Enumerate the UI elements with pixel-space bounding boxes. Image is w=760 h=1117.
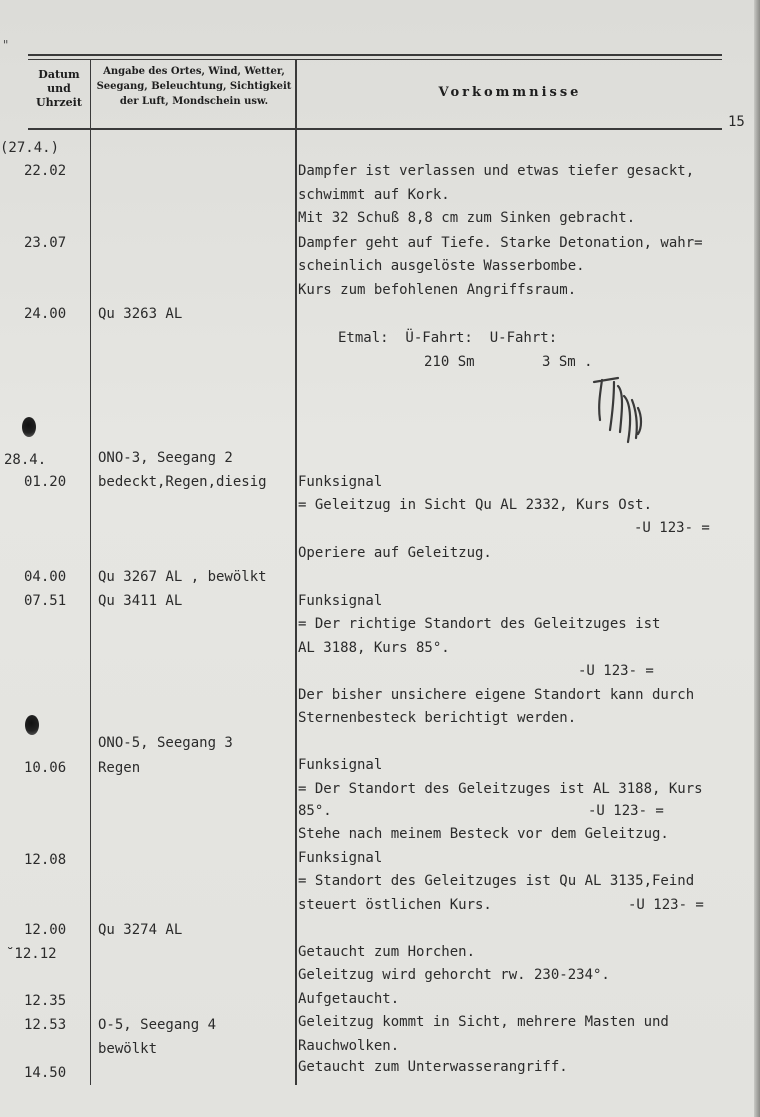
event-line: steuert östlichen Kurs. (298, 897, 492, 913)
event-line: Funksignal (298, 474, 383, 490)
event-line: Mit 32 Schuß 8,8 cm zum Sinken gebracht. (298, 210, 636, 226)
event-line: = Der Standort des Geleitzuges ist AL 3188, Kurs (298, 781, 703, 797)
event-line: = Der richtige Standort des Geleitzuges ist (298, 616, 661, 632)
event-line: Getaucht zum Unterwasserangriff. (298, 1059, 568, 1075)
weather-entry: ONO-3, Seegang 2 (98, 450, 233, 466)
header-time-line: Uhrzeit (36, 96, 82, 109)
time-entry: 01.20 (24, 474, 67, 490)
event-line: Geleitzug kommt in Sicht, mehrere Masten und (298, 1014, 669, 1030)
column-divider-3 (296, 60, 297, 1085)
header-rule (28, 128, 722, 130)
weather-entry: ONO-5, Seegang 3 (98, 735, 233, 751)
weather-entry: O-5, Seegang 4 (98, 1017, 217, 1033)
weather-entry: bedeckt,Regen,diesig (98, 474, 267, 490)
punch-hole (22, 417, 36, 437)
date-entry: 28.4. (4, 452, 47, 468)
event-line: scheinlich ausgelöste Wasserbombe. (298, 258, 585, 274)
signal-sender: -U 123- = (634, 520, 710, 536)
header-date-time (30, 68, 88, 110)
location-entry: Qu 3411 AL (98, 593, 183, 609)
event-line: Funksignal (298, 593, 383, 609)
time-entry: 04.00 (24, 569, 67, 585)
event-line: schwimmt auf Kork. (298, 187, 450, 203)
header-loc-line-3: der Luft, Mondschein usw. (119, 96, 269, 107)
etmal-values: 210 Sm 3 Sm . (424, 354, 593, 370)
time-entry: 24.00 (24, 306, 67, 322)
time-entry: ̆ 12.12 (6, 946, 57, 962)
time-entry: 10.06 (24, 760, 67, 776)
event-line: Getaucht zum Horchen. (298, 944, 476, 960)
event-line: Operiere auf Geleitzug. (298, 545, 492, 561)
page-number: 15 (728, 114, 745, 130)
event-line: Dampfer ist verlassen und etwas tiefer gesackt, (298, 163, 695, 179)
event-line: AL 3188, Kurs 85°. (298, 640, 450, 656)
event-line: Sternenbesteck berichtigt werden. (298, 710, 577, 726)
event-line: Funksignal (298, 757, 383, 773)
header-date-line: Datum (38, 68, 80, 81)
location-entry: Qu 3267 AL , bewölkt (98, 569, 267, 585)
weather-entry: Regen (98, 760, 141, 776)
header-location-weather (94, 64, 294, 109)
date-entry: (27.4.) (0, 140, 60, 156)
column-divider-1 (90, 60, 91, 1085)
event-line: Dampfer geht auf Tiefe. Starke Detonation, wahr= (298, 235, 703, 251)
event-line: 85°. (298, 803, 332, 819)
corner-mark: " (2, 38, 10, 52)
event-line: Geleitzug wird gehorcht rw. 230-234°. (298, 967, 610, 983)
page-edge-shadow (754, 0, 760, 1117)
signal-sender: -U 123- = (628, 897, 704, 913)
event-line: Kurs zum befohlenen Angriffsraum. (298, 282, 577, 298)
event-line: Funksignal (298, 850, 383, 866)
event-line: Rauchwolken. (298, 1038, 400, 1054)
time-entry: 22.02 (24, 163, 67, 179)
signature-initials (588, 372, 652, 456)
top-rule-2 (28, 59, 722, 60)
event-line: = Standort des Geleitzuges ist Qu AL 3135,Feind (298, 873, 695, 889)
header-events: Vorkommnisse (438, 85, 582, 100)
etmal-line: Etmal: Ü-Fahrt: U-Fahrt: (338, 330, 558, 346)
header-loc-line-2: Seegang, Beleuchtung, Sichtigkeit (96, 81, 292, 92)
time-entry: 12.00 (24, 922, 67, 938)
event-line: Der bisher unsichere eigene Standort kann durch (298, 687, 695, 703)
location-entry: Qu 3274 AL (98, 922, 183, 938)
weather-entry: bewölkt (98, 1041, 158, 1057)
time-entry: 14.50 (24, 1065, 67, 1081)
signal-sender: -U 123- = (588, 803, 664, 819)
time-entry: 23.07 (24, 235, 67, 251)
time-entry: 07.51 (24, 593, 67, 609)
header-loc-line-1: Angabe des Ortes, Wind, Wetter, (103, 66, 285, 77)
signal-sender: -U 123- = (578, 663, 654, 679)
punch-hole (25, 715, 39, 735)
event-line: Aufgetaucht. (298, 991, 400, 1007)
time-entry: 12.53 (24, 1017, 67, 1033)
header-und-line: und (47, 82, 71, 95)
event-line: = Geleitzug in Sicht Qu AL 2332, Kurs Ost. (298, 497, 653, 513)
time-entry: 12.35 (24, 993, 67, 1009)
top-rule-1 (28, 54, 722, 56)
time-entry: 12.08 (24, 852, 67, 868)
location-entry: Qu 3263 AL (98, 306, 183, 322)
event-line: Stehe nach meinem Besteck vor dem Geleitzug. (298, 826, 669, 842)
